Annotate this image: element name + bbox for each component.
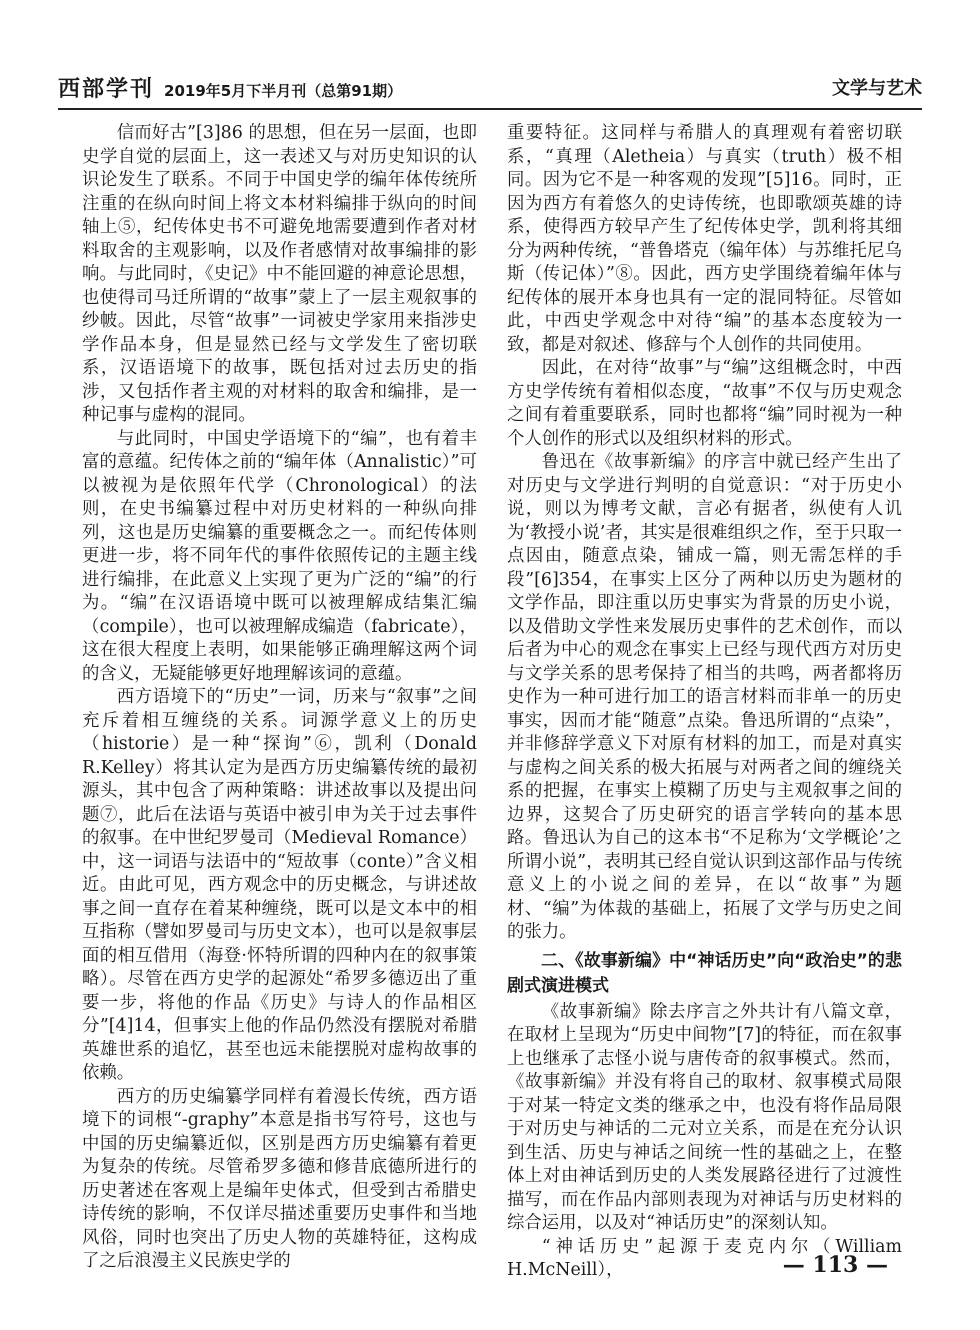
paragraph: “神话历史”起源于麦克内尔（William H.McNeill），: [507, 1236, 902, 1280]
paragraph: 重要特征。这同样与希腊人的真理观有着密切联系，“真理（Aletheia）与真实（truth）极不相同。因为它不是一种客观的发现”[5]16。同时，正因为西方有着悠久的史诗传统，也即歌颂英雄的诗系，使得西方较早产生了纪传体史学，凯利将其细分为两种传统，“普鲁塔克（编年体）与苏维托尼乌斯（传记体）”⑧。因此，西方史学围绕着编年体与纪传体的展开本身也具有一定的混同特征。尽管如此，中西史学观念中对待“编”的基本态度较为一致，都是对叙述、修辞与个人创作的共同使用。: [507, 123, 902, 355]
paragraph: 西方语境下的“历史”一词，历来与“叙事”之间充斥着相互缠绕的关系。词源学意义上的历史（historie）是一种“探询”⑥，凯利（Donald R.Kelley）将其认定为是西方历史编纂传统的最初源头，其中包含了两种策略：讲述故事以及提出问题⑦，此后在法语与英语中被引申为关于过去事件的叙事。在中世纪罗曼司（Medieval Romance）中，这一词语与法语中的“短故事（conte）”含义相近。由此可见，西方观念中的历史概念，与讲述故事之间一直存在着某种缠绕，既可以是文本中的相互指称（譬如罗曼司与历史文本），也可以是叙事层面的相互借用（海登·怀特所谓的四种内在的叙事策略）。尽管在西方史学的起源处“希罗多德迈出了重要一步，将他的作品《历史》与诗人的作品相区分”[4]14，但事实上他的作品仍然没有摆脱对希腊英雄世系的追忆，甚至也远未能摆脱对虚构故事的依赖。: [82, 687, 477, 1083]
paragraph: 西方的历史编纂学同样有着漫长传统，西方语境下的词根“-graphy”本意是指书写符号，这也与中国的历史编纂近似，区别是西方历史编纂有着更为复杂的传统。尽管希罗多德和修昔底德所进行的历史著述在客观上是编年史体式，但受到古希腊史诗传统的影响，不仅详尽描述重要历史事件和当地风俗，同时也突出了历史人物的英雄特征，这构成了之后浪漫主义民族史学的: [82, 1086, 477, 1271]
header-rule: [58, 108, 922, 110]
paragraph: 与此同时，中国史学语境下的“编”，也有着丰富的意蕴。纪传体之前的“编年体（Annalistic）”可以被视为是依照年代学（Chronological）的法则，在史书编纂过程中对历史材料的一种纵向排列，这也是历史编纂的重要概念之一。而纪传体则更进一步，将不同年代的事件依照传记的主题主线进行编排，在此意义上实现了更为广泛的“编”的行为。“编”在汉语语境中既可以被理解成结集汇编（compile），也可以被理解成编造（fabricate），这在很大程度上表明，如果能够正确理解这两个词的含义，无疑能够更好地理解该词的意蕴。: [82, 428, 477, 684]
section-heading: 二、《故事新编》中“神话历史”向“政治史”的悲剧式演进模式: [507, 950, 902, 996]
paragraph: 鲁迅在《故事新编》的序言中就已经产生出了对历史与文学进行判明的自觉意识：“对于历史小说，则以为博考文献，言必有据者，纵使有人讥为‘教授小说’者，其实是很难组织之作，至于只取一点因由，随意点染，铺成一篇，则无需怎样的手段”[6]354，在事实上区分了两种以历史为题材的文学作品，即注重以历史事实为背景的历史小说，以及借助文学性来发展历史事件的艺术创作，而以后者为中心的观念在事实上已经与现代西方对历史与文学关系的思考保持了相当的共鸣，两者都将历史作为一种可进行加工的语言材料而非单一的历史事实，因而才能“随意”点染。鲁迅所谓的“点染”，并非修辞学意义下对原有材料的加工，而是对真实与虚构之间关系的极大拓展与对两者之间的缠绕关系的把握，在事实上模糊了历史与主观叙事之间的边界，这契合了历史研究的语言学转向的基本思路。鲁迅认为自己的这本书“不足称为‘文学概论’之所谓小说”，表明其已经自觉认识到这部作品与传统意义上的小说之间的差异，在以“故事”为题材、“编”为体裁的基础上，拓展了文学与历史之间的张力。: [507, 452, 902, 942]
running-header: [58, 72, 922, 102]
header-left: [58, 72, 402, 103]
paragraph: 信而好古”[3]86 的思想，但在另一层面，也即史学自觉的层面上，这一表述又与对历史知识的认识论发生了联系。不同于中国史学的编年体传统所注重的在纵向时间上将文本材料编排于纵向的时间轴上⑤，纪传体史书不可避免地需要遭到作者对材料取舍的主观影响，以及作者感情对故事编排的影响。与此同时，《史记》中不能回避的神意论思想，也使得司马迁所谓的“故事”蒙上了一层主观叙事的纱帔。因此，尽管“故事”一词被史学家用来指涉史学作品本身，但是显然已经与文学发生了密切联系，汉语语境下的故事，既包括对过去历史的指涉，又包括作者主观的对材料的取舍和编排，是一种记事与虚构的混同。: [82, 123, 477, 425]
issue-info: 2019年5月下半月刊（总第91期）: [164, 81, 403, 100]
journal-name: 西部学刊: [58, 75, 155, 102]
page-number: — 113 —: [782, 1252, 888, 1278]
section-name: 文学与艺术: [832, 78, 922, 99]
left-column: [82, 122, 477, 1271]
paragraph: 因此，在对待“故事”与“编”这组概念时，中西方史学传统有着相似态度，“故事”不仅与历史观念之间有着重要联系，同时也都将“编”同时视为一种个人创作的形式以及组织材料的形式。: [507, 358, 902, 449]
paragraph: 《故事新编》除去序言之外共计有八篇文章，在取材上呈现为“历史中间物”[7]的特征，而在叙事上也继承了志怪小说与唐传奇的叙事模式。然而，《故事新编》并没有将自己的取材、叙事模式局限于对某一特定文类的继承之中，也没有将作品局限于对历史与神话的二元对立关系，而是在充分认识到生活、历史与神话之间统一性的基础之上，在整体上对由神话到历史的人类发展路径进行了过渡性描写，而在作品内部则表现为对神话与历史材料的综合运用，以及对“神话历史”的深刻认知。: [507, 1001, 902, 1233]
